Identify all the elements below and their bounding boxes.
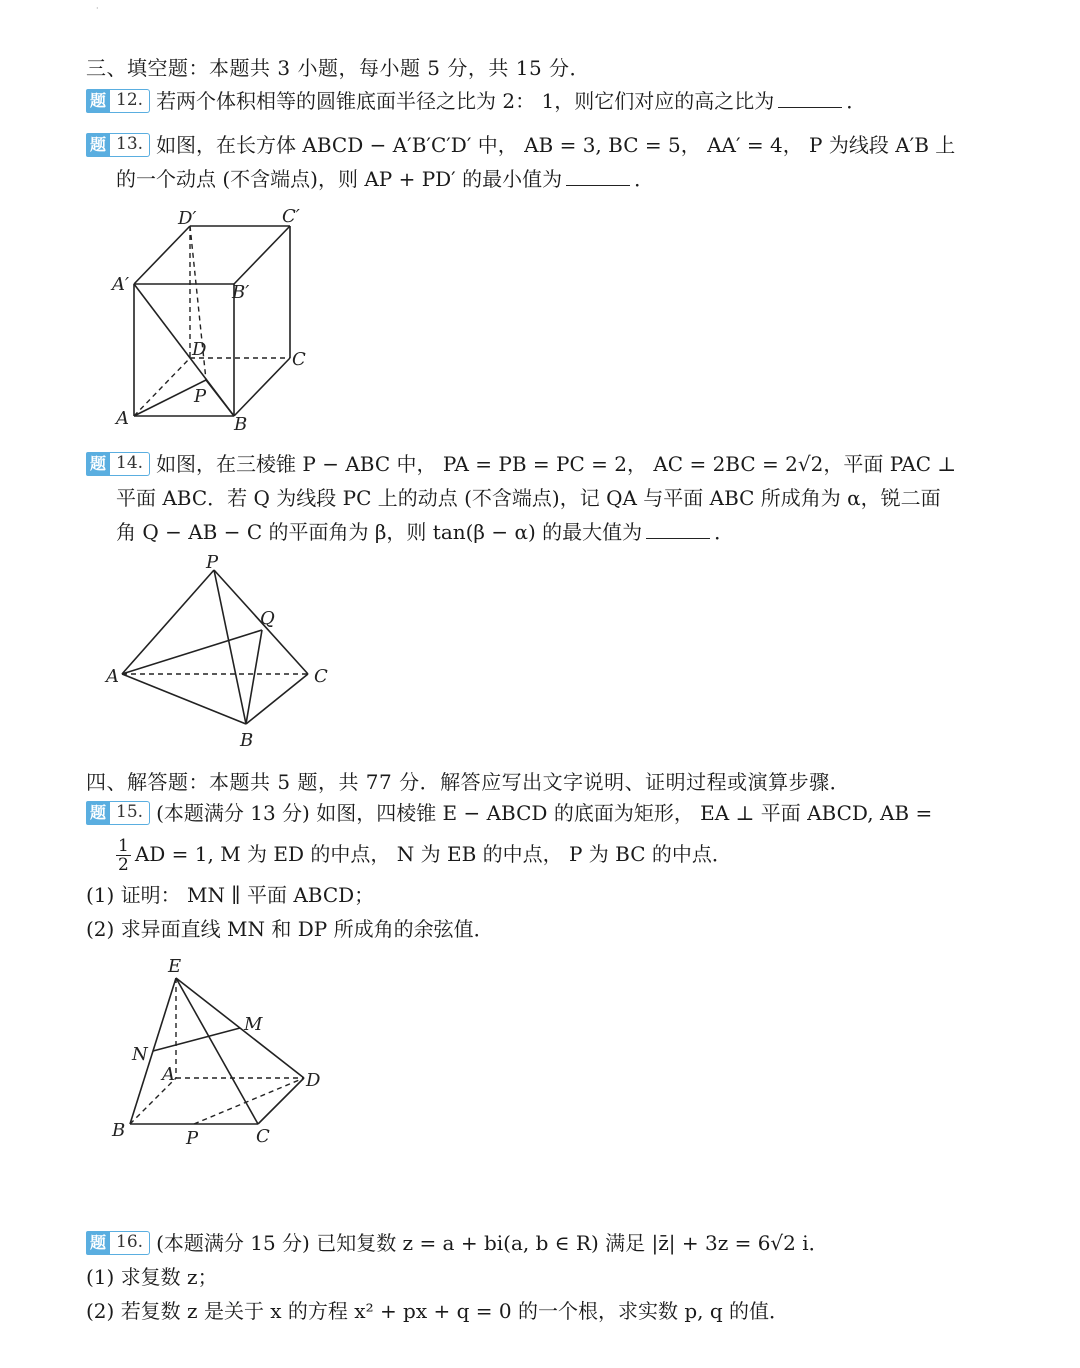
answer-blank (646, 520, 710, 539)
question-13: 题 13. 如图，在长方体 ABCD − A′B′C′D′ 中， AB = 3, BC = 5， AA′ = 4， P 为线段 A′B 上 的一个动点 (不含端点)，则 AP + PD′ 的最小值为 ． (86, 128, 1020, 196)
label-A: A (162, 1064, 175, 1085)
label-M: M (244, 1014, 263, 1035)
answer-blank (566, 167, 630, 186)
question-text: 的一个动点 (不含端点)，则 AP + PD′ 的最小值为 (116, 167, 563, 191)
label-B: B (240, 730, 254, 751)
label-C: C (256, 1126, 270, 1147)
label-N: N (132, 1044, 148, 1065)
label-Q: Q (260, 608, 275, 629)
label-P: P (186, 1128, 199, 1148)
question-15 (86, 796, 1020, 946)
label-A: A (116, 408, 129, 429)
label-C-prime: C′ (282, 206, 300, 227)
label-D: D (192, 339, 207, 360)
question-part-1: (1) 求复数 z； (86, 1265, 218, 1289)
label-A-prime: A′ (112, 274, 130, 295)
question-tag: 题 15. (86, 801, 150, 825)
question-tag: 题 16. (86, 1231, 150, 1255)
label-D: D (306, 1070, 321, 1091)
answer-blank (778, 89, 842, 108)
label-E: E (168, 956, 182, 977)
section-3-heading: 三、填空题：本题共 3 小题，每小题 5 分，共 15 分． (86, 56, 591, 80)
question-text: 如图，在三棱锥 P − ABC 中， PA = PB = PC = 2， AC = 2BC = 2√2，平面 PAC ⊥ (156, 452, 957, 476)
figure-quad-pyramid (100, 948, 340, 1153)
fraction: $\frac{1}{2}$ (118, 836, 129, 875)
figure-pyramid (100, 552, 350, 757)
question-tag: 题 13. (86, 133, 150, 157)
question-text: 如图，在长方体 ABCD − A′B′C′D′ 中， AB = 3, BC = 5， AA′ = 4， P 为线段 A′B 上 (156, 133, 956, 157)
label-P: P (194, 386, 207, 407)
label-B: B (112, 1120, 126, 1141)
question-16 (86, 1226, 1020, 1328)
question-text: (本题满分 13 分) 如图，四棱锥 E − ABCD 的底面为矩形， EA ⊥ 平面 ABCD, AB = (156, 801, 933, 825)
question-text: 角 Q − AB − C 的平面角为 β，则 tan(β − α) 的最大值为 (116, 520, 643, 544)
question-tag: 题 12. (86, 89, 150, 113)
question-14: 题 14. 如图，在三棱锥 P − ABC 中， PA = PB = PC = 2， AC = 2BC = 2√2，平面 PAC ⊥ 平面 ABC．若 Q 为线段 PC 上的动点 (不含端点)，记 QA 与平面 ABC 所成角为 α，锐二面 角 Q − AB − C 的平面角为 β，则 tan(β − α) 的最大值为 ． (86, 447, 1020, 549)
label-P: P (206, 552, 219, 573)
question-text: 若两个体积相等的圆锥底面半径之比为 2： 1，则它们对应的高之比为 (156, 89, 775, 113)
question-12: 题 12. 若两个体积相等的圆锥底面半径之比为 2： 1，则它们对应的高之比为 ． (86, 84, 1020, 118)
question-text: AD = 1, M 为 ED 的中点， N 为 EB 的中点， P 为 BC 的中点． (134, 842, 732, 866)
label-C: C (292, 349, 306, 370)
figure-cuboid (100, 200, 360, 445)
question-part-2: (2) 若复数 z 是关于 x 的方程 x² + px + q = 0 的一个根，求实数 p, q 的值． (86, 1299, 790, 1323)
label-D-prime: D′ (178, 208, 197, 229)
question-text: 平面 ABC．若 Q 为线段 PC 上的动点 (不含端点)，记 QA 与平面 ABC 所成角为 α，锐二面 (116, 486, 941, 510)
label-B-prime: B′ (232, 282, 250, 303)
question-part-2: (2) 求异面直线 MN 和 DP 所成角的余弦值． (86, 917, 494, 941)
scan-mark: · (96, 4, 99, 13)
question-part-1: (1) 证明： MN ∥ 平面 ABCD； (86, 883, 375, 907)
section-4-heading: 四、解答题：本题共 5 题，共 77 分．解答应写出文字说明、证明过程或演算步骤． (86, 770, 851, 794)
label-C: C (314, 666, 328, 687)
question-tag: 题 14. (86, 452, 150, 476)
label-A: A (106, 666, 119, 687)
question-text: (本题满分 15 分) 已知复数 z = a + bi(a, b ∈ R) 满足 |z̄| + 3z = 6√2 i． (156, 1231, 829, 1255)
label-B: B (234, 414, 248, 435)
